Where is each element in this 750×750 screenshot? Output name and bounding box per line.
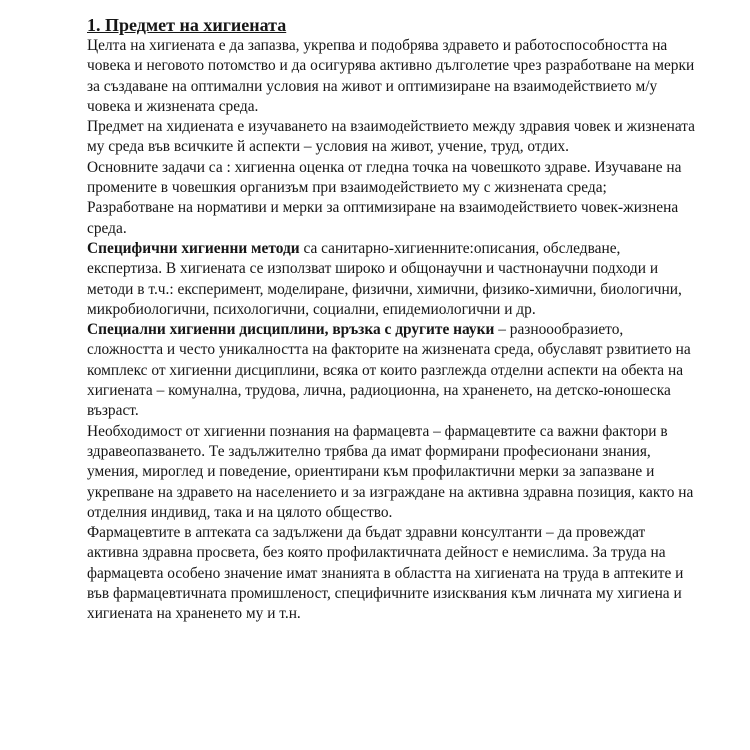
document-body [87, 14, 697, 625]
disciplines-heading: Специални хигиенни дисциплини, връзка с другите науки [87, 321, 495, 339]
paragraph-tasks: Основните задачи са : хигиенна оценка от гледна точка на човешкото здраве. Изучаване на промените в човешкия организъм при взаимодействието му с жизнената среда; Разработване на нормативи и мерки за оптимизиране на взаимодействието човек-жизнена среда. [87, 158, 682, 237]
section-title: 1. Предмет на хигиената [87, 15, 287, 35]
paragraph-goal: Целта на хигиената е да запазва, укрепва и подобрява здравето и работоспособността на човека и неговото потомство и да осигурява активно дълголетие чрез разработване на мерки за създаване на оптимални условия на живот и оптимизиране на взаимодействието м/у човека и жизнената среда. [87, 37, 695, 115]
paragraph-methods [87, 239, 697, 320]
disciplines-text: – разноообразието, сложността и често уникалността на факторите на жизнената среда, обуславят рзвитието на комплекс от хигиенни дисциплини, всяка от които разглежда отделни аспекти на обекта на хигиената – комунална, трудова, лична, радиоционна, на храненето, на детско-юношеска възраст. [87, 321, 691, 420]
methods-heading: Специфични хигиенни методи [87, 239, 300, 257]
paragraph-disciplines [87, 320, 697, 421]
methods-text: са санитарно-хигиенните:описания, обследване, експертиза. В хигиената се използват широко и общонаучни и частнонаучни подходи и методи в т.ч.: експеримент, моделиране, физични, химични, физико-химични, биологични, микробиологични, психологични, социални, епидемиологични и др. [87, 239, 682, 318]
paragraph-pharmacist-duties: Фармацевтите в аптеката са задължени да бъдат здравни консултанти – да провеждат активна здравна просвета, без която профилактичната дейност е немислима. За труда на фармацевта особено значение имат знанията в областта на хигиената на труда в аптеките и във фармацевтичната промишленост, специфичните изисквания към личната му хигиена и хигиената на храненето му и т.н. [87, 524, 684, 623]
paragraph-pharmacist-knowledge: Необходимост от хигиенни познания на фармацевта – фармацевтите са важни фактори в здравеопазването. Те задължително трябва да имат формирани професионани знания, умения, мироглед и поведение, ориентирани към профилактични мерки за запазване и укрепване на здравето на населението и за изграждане на активна здравна позиция, както на отделния индивид, така и на цялото общество. [87, 422, 694, 521]
paragraph-subject: Предмет на хидиената е изучаването на взаимодействието между здравия човек и жизнената му среда във всичките й аспекти – условия на живот, учение, труд, отдих. [87, 118, 696, 156]
